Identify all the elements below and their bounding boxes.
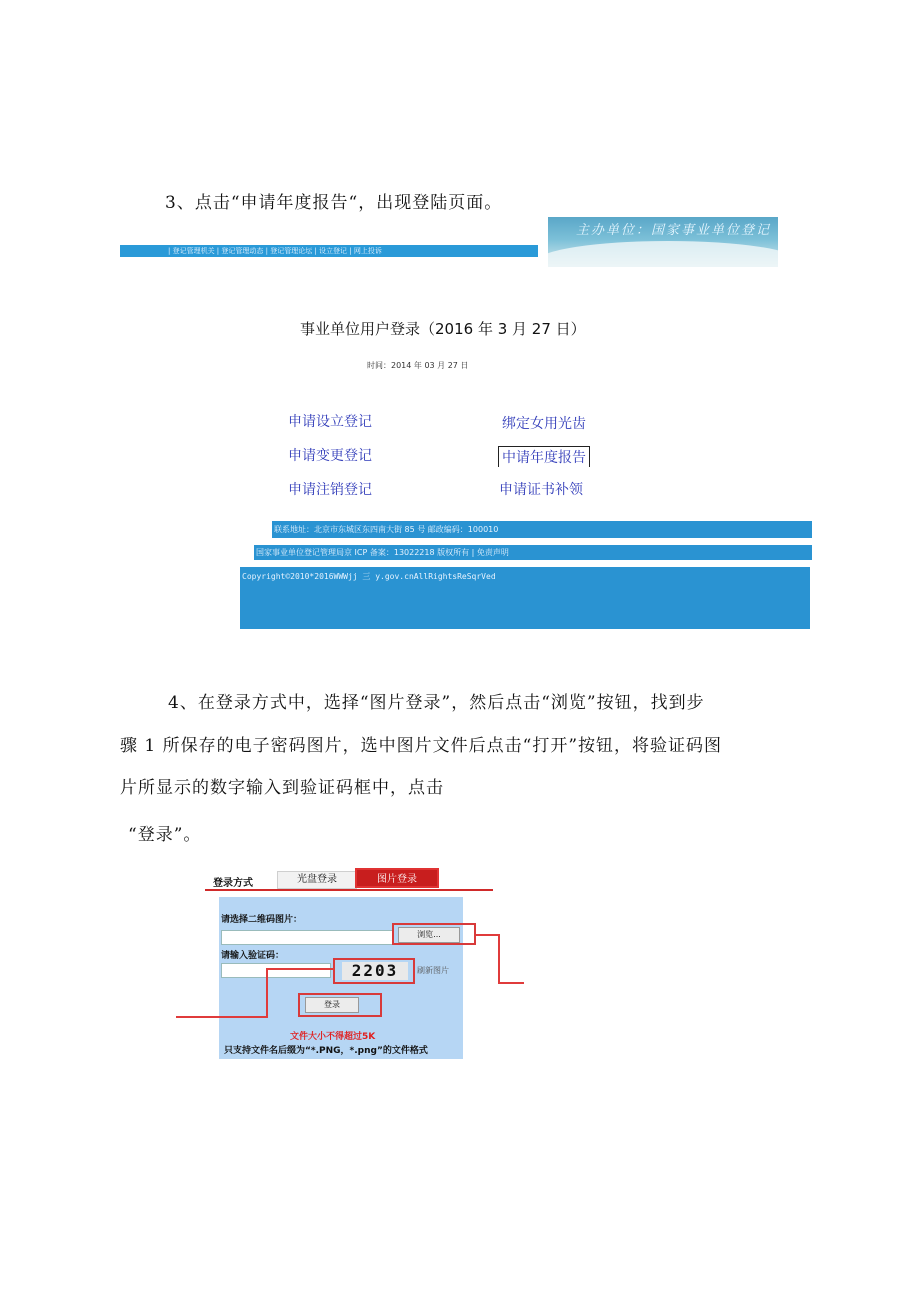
- refresh-image-link[interactable]: 刷新图片: [417, 966, 449, 975]
- tab-image-login[interactable]: 图片登录: [355, 868, 439, 888]
- top-nav-bar: [120, 245, 538, 257]
- callout-line-browse-h: [476, 934, 500, 936]
- step3-text: 3、点击“申请年度报告“，出现登陆页面。: [165, 193, 503, 213]
- callout-line-browse-v: [498, 934, 500, 984]
- captcha-highlight-box: [333, 958, 415, 984]
- file-path-input[interactable]: [221, 930, 393, 945]
- tabs-underline: [205, 889, 493, 891]
- menu-change-link[interactable]: 申请变更登记: [288, 448, 372, 464]
- menu-certificate-link[interactable]: 申请证书补领: [499, 482, 583, 498]
- browse-highlight-box: [392, 923, 476, 945]
- footer-copyright: Copyright©2010*2016WWWjj 三 y.gov.cnAllRightsReSqrVed: [240, 567, 810, 629]
- captcha-image: 2203: [342, 962, 408, 980]
- menu-establish-link[interactable]: 申请设立登记: [288, 414, 372, 430]
- callout-line-login-h: [176, 1016, 268, 1018]
- login-method-tabs: [205, 868, 497, 890]
- step4-line2: 骤 1 所保存的电子密码图片，选中图片文件后点击“打开”按钮，将验证码图: [120, 736, 723, 756]
- login-highlight-box: [298, 993, 382, 1017]
- browse-button[interactable]: 浏览...: [398, 927, 460, 943]
- menu-cancel-link[interactable]: 申请注销登记: [288, 482, 372, 498]
- callout-line-browse-h2: [498, 982, 524, 984]
- callout-line-captcha-v: [266, 968, 268, 1018]
- step4-line4: “登录”。: [128, 825, 202, 845]
- footer-icp: 国家事业单位登记管理局京 ICP 备案：13022218 版权所有 | 免责声明: [254, 545, 812, 560]
- login-method-label: 登录方式: [213, 878, 253, 889]
- menu-bind-disc-link[interactable]: 绑定女用光齿: [502, 416, 586, 432]
- file-format-note: 只支持文件名后缀为“*.PNG，*.png”的文件格式: [224, 1046, 428, 1056]
- step4-line3: 片所显示的数字输入到验证码框中，点击: [120, 778, 444, 798]
- site-banner: [548, 217, 778, 267]
- callout-line-captcha-h: [266, 968, 334, 970]
- footer-address: 联系地址：北京市东城区东四南大街 85 号 邮政编码：100010: [272, 521, 812, 538]
- file-select-label: 请选择二维码图片：: [221, 915, 303, 925]
- step4-line1: 4、在登录方式中，选择“图片登录”，然后点击“浏览”按钮，找到步: [168, 693, 705, 713]
- captcha-label: 请输入验证码：: [221, 951, 285, 961]
- login-page-title: 事业单位用户登录（2016 年 3 月 27 日）: [300, 320, 586, 338]
- login-button[interactable]: 登录: [305, 997, 359, 1013]
- login-page-time: 时间：2014 年 03 月 27 日: [367, 361, 469, 370]
- tab-disk-login[interactable]: 光盘登录: [277, 871, 357, 889]
- banner-wave-decoration: [548, 241, 778, 267]
- menu-annual-report-link[interactable]: 中请年度报告: [498, 446, 590, 467]
- file-size-note: 文件大小不得超过5K: [290, 1032, 376, 1042]
- nav-links[interactable]: | 登记管理机关 | 登记管理动态 | 登记管理论坛 | 设立登记 | 网上投诉: [168, 247, 382, 255]
- banner-text: 主办单位：国家事业单位登记: [576, 223, 772, 238]
- captcha-input[interactable]: [221, 963, 331, 978]
